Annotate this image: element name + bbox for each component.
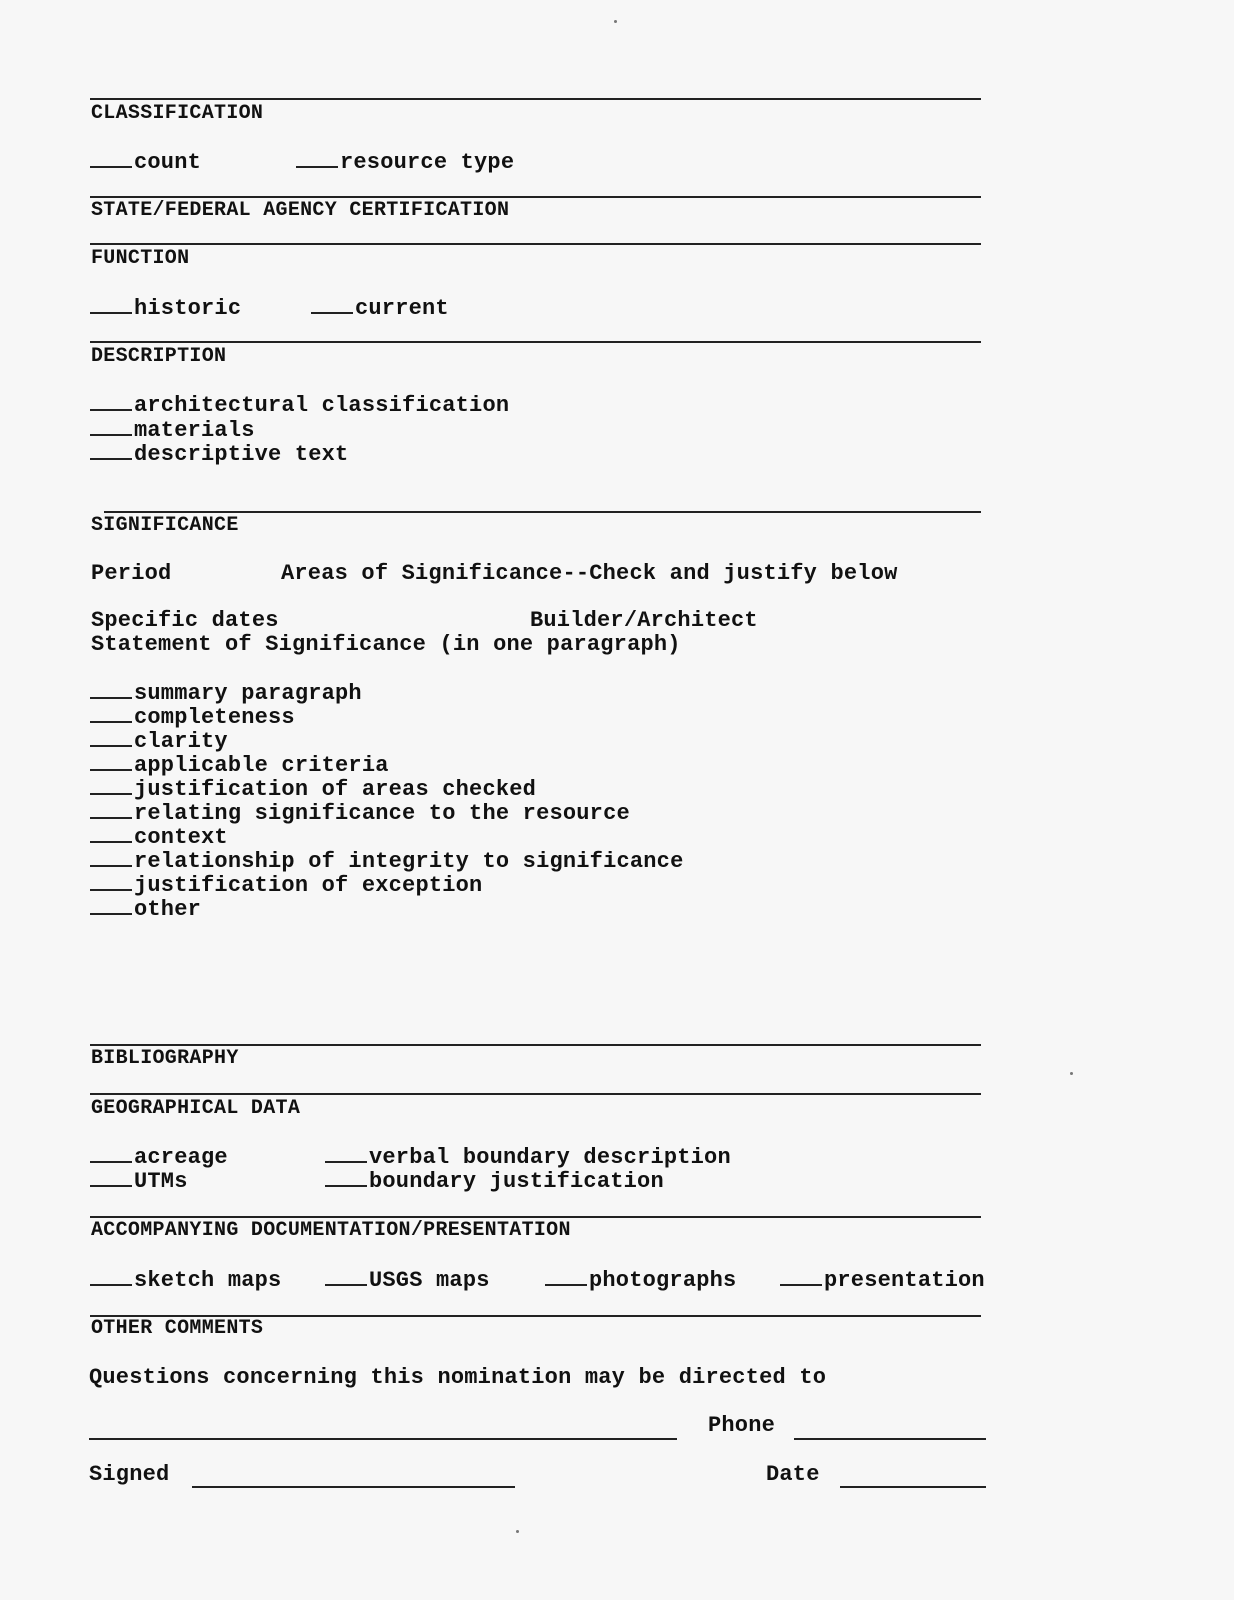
checkbox-blank[interactable] — [90, 825, 132, 843]
builder-architect-label: Builder/Architect — [530, 608, 758, 633]
checkbox-current[interactable] — [311, 296, 449, 321]
checkbox-sketch-maps[interactable] — [90, 1268, 281, 1293]
checkbox-label: presentation — [824, 1268, 985, 1293]
checkbox-justification-of-exception[interactable] — [90, 873, 482, 898]
checkbox-label: current — [355, 296, 449, 321]
scan-speck — [516, 1530, 519, 1533]
checkbox-photographs[interactable] — [545, 1268, 736, 1293]
questions-text: Questions concerning this nomination may be directed to — [89, 1365, 827, 1390]
checkbox-utms[interactable] — [90, 1169, 188, 1194]
checkbox-resource-type[interactable] — [296, 150, 514, 175]
section-heading-function: FUNCTION — [91, 247, 190, 270]
checkbox-blank[interactable] — [311, 296, 353, 314]
checkbox-blank[interactable] — [545, 1268, 587, 1286]
section-heading-significance: SIGNIFICANCE — [91, 514, 239, 537]
checkbox-blank[interactable] — [90, 681, 132, 699]
checkbox-historic[interactable] — [90, 296, 241, 321]
checkbox-verbal-boundary[interactable] — [325, 1145, 731, 1170]
section-heading-geographical-data: GEOGRAPHICAL DATA — [91, 1097, 301, 1120]
divider — [90, 243, 981, 245]
checkbox-boundary-justification[interactable] — [325, 1169, 664, 1194]
checkbox-relationship-of-integrity[interactable] — [90, 849, 684, 874]
checkbox-blank[interactable] — [90, 777, 132, 795]
checkbox-blank[interactable] — [325, 1169, 367, 1187]
checkbox-blank[interactable] — [90, 418, 132, 436]
checkbox-justification-of-areas[interactable] — [90, 777, 536, 802]
checkbox-architectural-classification[interactable] — [90, 393, 509, 418]
checkbox-summary-paragraph[interactable] — [90, 681, 362, 706]
checkbox-completeness[interactable] — [90, 705, 295, 730]
checkbox-label: other — [134, 897, 202, 922]
section-heading-description: DESCRIPTION — [91, 345, 227, 368]
checkbox-blank[interactable] — [90, 393, 132, 411]
checkbox-label: clarity — [134, 729, 228, 754]
checkbox-blank[interactable] — [90, 1268, 132, 1286]
checkbox-blank[interactable] — [90, 729, 132, 747]
checkbox-other[interactable] — [90, 897, 201, 922]
checkbox-label: descriptive text — [134, 442, 349, 467]
checkbox-descriptive-text[interactable] — [90, 442, 348, 467]
checkbox-presentation[interactable] — [780, 1268, 985, 1293]
checkbox-blank[interactable] — [325, 1145, 367, 1163]
checkbox-label: summary paragraph — [134, 681, 362, 706]
scan-speck — [614, 20, 617, 23]
divider — [90, 1044, 981, 1046]
checkbox-label: architectural classification — [134, 393, 510, 418]
checkbox-blank[interactable] — [780, 1268, 822, 1286]
contact-name-field[interactable] — [89, 1438, 677, 1440]
divider — [104, 511, 981, 513]
section-heading-certification: STATE/FEDERAL AGENCY CERTIFICATION — [91, 199, 510, 222]
checkbox-label: applicable criteria — [134, 753, 389, 778]
section-heading-documentation: ACCOMPANYING DOCUMENTATION/PRESENTATION — [91, 1219, 571, 1242]
specific-dates-label: Specific dates — [91, 608, 279, 633]
checkbox-blank[interactable] — [90, 753, 132, 771]
checkbox-label: sketch maps — [134, 1268, 282, 1293]
checkbox-blank[interactable] — [90, 150, 132, 168]
checkbox-relating-significance[interactable] — [90, 801, 630, 826]
checkbox-label: completeness — [134, 705, 295, 730]
section-heading-bibliography: BIBLIOGRAPHY — [91, 1047, 239, 1070]
checkbox-label: acreage — [134, 1145, 228, 1170]
checkbox-label: resource type — [340, 150, 515, 175]
checkbox-label: verbal boundary description — [369, 1145, 731, 1170]
checkbox-blank[interactable] — [90, 296, 132, 314]
checkbox-label: photographs — [589, 1268, 737, 1293]
checkbox-blank[interactable] — [90, 705, 132, 723]
date-field[interactable] — [840, 1486, 986, 1488]
checkbox-blank[interactable] — [90, 1145, 132, 1163]
checkbox-label: justification of areas checked — [134, 777, 537, 802]
signed-label: Signed — [89, 1462, 170, 1487]
checkbox-clarity[interactable] — [90, 729, 228, 754]
checkbox-materials[interactable] — [90, 418, 255, 443]
section-heading-other-comments: OTHER COMMENTS — [91, 1317, 264, 1340]
areas-of-significance-label: Areas of Significance--Check and justify below — [281, 561, 898, 586]
checkbox-label: relating significance to the resource — [134, 801, 630, 826]
checkbox-blank[interactable] — [90, 442, 132, 460]
checkbox-acreage[interactable] — [90, 1145, 228, 1170]
statement-of-significance-label: Statement of Significance (in one paragraph) — [91, 632, 681, 657]
checkbox-blank[interactable] — [90, 801, 132, 819]
date-label: Date — [766, 1462, 820, 1487]
divider — [90, 1216, 981, 1218]
checkbox-label: boundary justification — [369, 1169, 664, 1194]
checkbox-blank[interactable] — [90, 897, 132, 915]
signature-field[interactable] — [192, 1486, 515, 1488]
checkbox-context[interactable] — [90, 825, 228, 850]
checkbox-applicable-criteria[interactable] — [90, 753, 389, 778]
checkbox-label: count — [134, 150, 202, 175]
divider — [90, 98, 981, 100]
divider — [90, 196, 981, 198]
divider — [90, 1093, 981, 1095]
scan-speck — [1070, 1072, 1073, 1075]
checkbox-label: context — [134, 825, 228, 850]
checkbox-label: historic — [134, 296, 242, 321]
divider — [90, 341, 981, 343]
phone-label: Phone — [708, 1413, 776, 1438]
checkbox-blank[interactable] — [90, 849, 132, 867]
checkbox-label: justification of exception — [134, 873, 483, 898]
checkbox-blank[interactable] — [90, 873, 132, 891]
checkbox-label: relationship of integrity to significance — [134, 849, 684, 874]
checkbox-usgs-maps[interactable] — [325, 1268, 490, 1293]
checkbox-blank[interactable] — [296, 150, 338, 168]
checkbox-label: UTMs — [134, 1169, 188, 1194]
section-heading-classification: CLASSIFICATION — [91, 102, 264, 125]
checkbox-blank[interactable] — [325, 1268, 367, 1286]
checkbox-blank[interactable] — [90, 1169, 132, 1187]
checkbox-label: USGS maps — [369, 1268, 490, 1293]
period-label: Period — [91, 561, 172, 586]
checkbox-label: materials — [134, 418, 255, 443]
phone-field[interactable] — [794, 1438, 986, 1440]
checkbox-count[interactable] — [90, 150, 201, 175]
